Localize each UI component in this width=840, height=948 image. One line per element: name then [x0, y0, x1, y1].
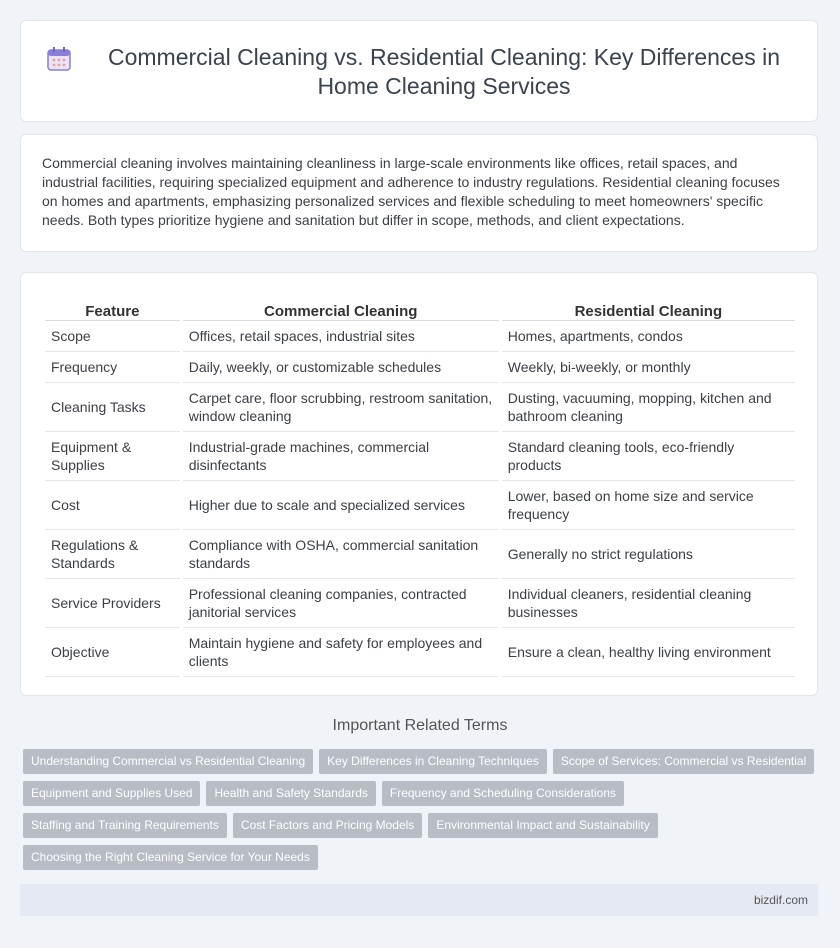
feature-cell: Equipment & Supplies — [45, 432, 180, 481]
related-term-tag[interactable]: Choosing the Right Cleaning Service for Your Needs — [23, 845, 318, 870]
summary-text: Commercial cleaning involves maintaining cleanliness in large-scale environments like offices, retail spaces, and industrial facilities, requiring specialized equipment and adherence to industry regulations. Residential cleaning focuses on homes and apartments, emphasizing personalized services and flexible scheduling to meet homeowners' specific needs. Both types prioritize hygiene and sanitation but differ in scope, methods, and client expectations. — [42, 155, 780, 228]
residential-cell: Ensure a clean, healthy living environment — [502, 628, 795, 677]
commercial-cell: Offices, retail spaces, industrial sites — [183, 321, 499, 352]
residential-cell: Homes, apartments, condos — [502, 321, 795, 352]
table-row — [45, 432, 795, 481]
commercial-cell: Industrial-grade machines, commercial disinfectants — [183, 432, 499, 481]
page-title: Commercial Cleaning vs. Residential Cleaning: Key Differences in Home Cleaning Services — [108, 44, 780, 99]
related-term-tag[interactable]: Environmental Impact and Sustainability — [428, 813, 657, 838]
commercial-cell: Higher due to scale and specialized services — [183, 481, 499, 530]
table-row — [45, 481, 795, 530]
feature-cell: Objective — [45, 628, 180, 677]
header-feature: Feature — [45, 295, 180, 321]
table-row — [45, 579, 795, 628]
residential-cell: Standard cleaning tools, eco-friendly products — [502, 432, 795, 481]
comparison-table — [42, 295, 798, 677]
related-term-tag[interactable]: Equipment and Supplies Used — [23, 781, 200, 806]
residential-cell: Lower, based on home size and service frequency — [502, 481, 795, 530]
related-terms-heading: Important Related Terms — [332, 717, 508, 734]
related-term-tag[interactable]: Key Differences in Cleaning Techniques — [319, 749, 547, 774]
residential-cell: Dusting, vacuuming, mopping, kitchen and bathroom cleaning — [502, 383, 795, 432]
feature-cell: Cost — [45, 481, 180, 530]
related-term-tag[interactable]: Cost Factors and Pricing Models — [233, 813, 422, 838]
commercial-cell: Daily, weekly, or customizable schedules — [183, 352, 499, 383]
residential-cell: Individual cleaners, residential cleaning businesses — [502, 579, 795, 628]
footer — [20, 884, 818, 916]
commercial-cell: Carpet care, floor scrubbing, restroom sanitation, window cleaning — [183, 383, 499, 432]
table-row — [45, 383, 795, 432]
table-row — [45, 352, 795, 383]
table-row — [45, 530, 795, 579]
commercial-cell: Professional cleaning companies, contracted janitorial services — [183, 579, 499, 628]
header-commercial: Commercial Cleaning — [183, 295, 499, 321]
commercial-cell: Compliance with OSHA, commercial sanitation standards — [183, 530, 499, 579]
comparison-table-card — [20, 272, 818, 696]
title-card — [20, 20, 818, 122]
related-term-tag[interactable]: Frequency and Scheduling Considerations — [382, 781, 624, 806]
residential-cell: Generally no strict regulations — [502, 530, 795, 579]
table-header-row — [45, 295, 795, 321]
feature-cell: Service Providers — [45, 579, 180, 628]
residential-cell: Weekly, bi-weekly, or monthly — [502, 352, 795, 383]
table-row — [45, 321, 795, 352]
commercial-cell: Maintain hygiene and safety for employees and clients — [183, 628, 499, 677]
related-term-tag[interactable]: Scope of Services: Commercial vs Residential — [553, 749, 814, 774]
summary-card — [20, 134, 818, 252]
related-term-tag[interactable]: Understanding Commercial vs Residential Cleaning — [23, 749, 313, 774]
related-terms-list — [23, 749, 823, 877]
footer-site-link[interactable]: bizdif.com — [753, 893, 808, 907]
header-residential: Residential Cleaning — [502, 295, 795, 321]
related-term-tag[interactable]: Health and Safety Standards — [206, 781, 375, 806]
feature-cell: Cleaning Tasks — [45, 383, 180, 432]
feature-cell: Regulations & Standards — [45, 530, 180, 579]
related-term-tag[interactable]: Staffing and Training Requirements — [23, 813, 227, 838]
feature-cell: Frequency — [45, 352, 180, 383]
feature-cell: Scope — [45, 321, 180, 352]
table-row — [45, 628, 795, 677]
